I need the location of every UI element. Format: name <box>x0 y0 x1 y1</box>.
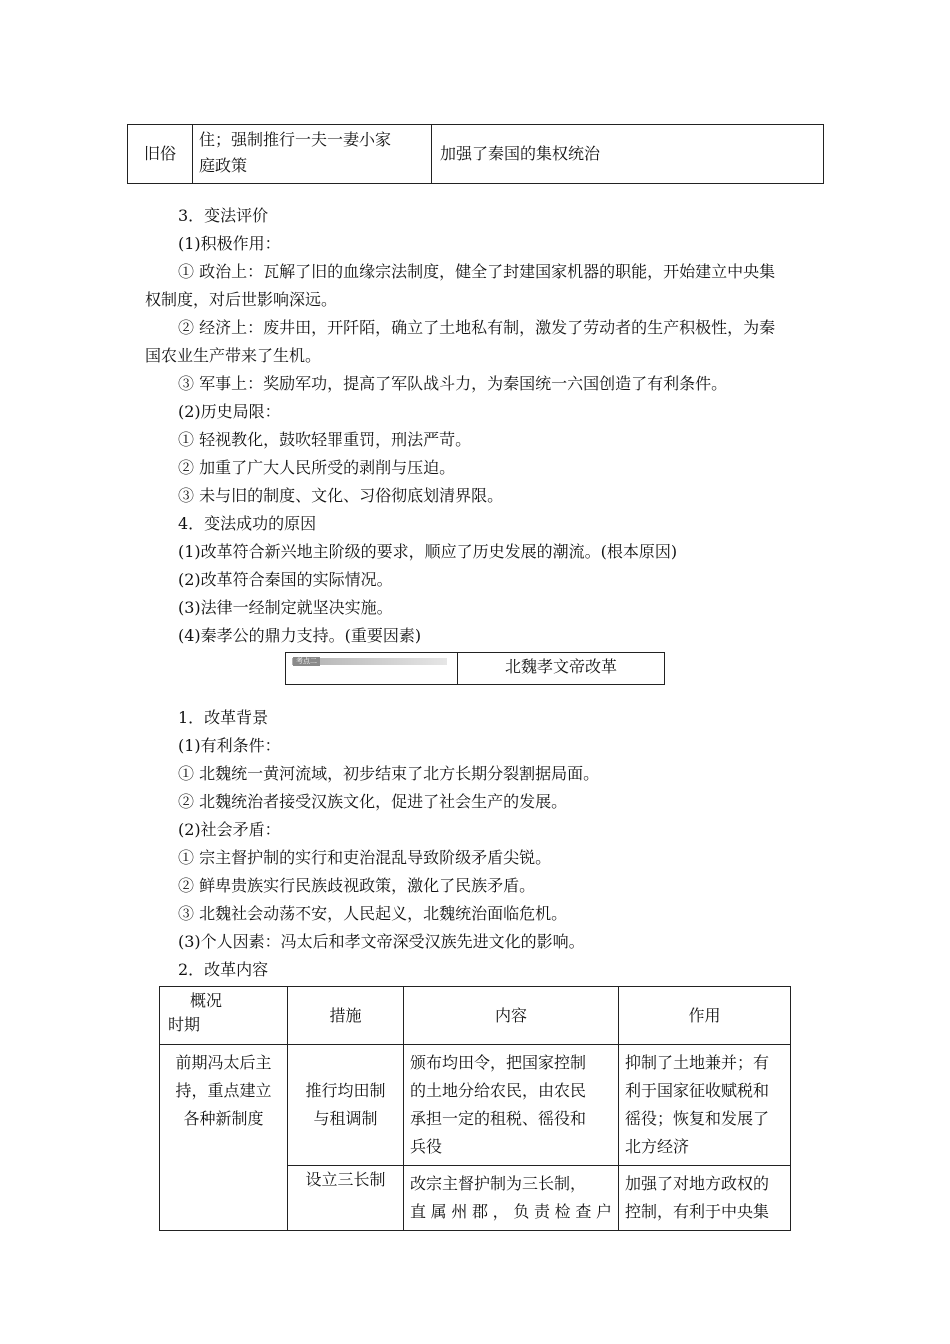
effect-cell <box>619 1166 791 1231</box>
content-line: 直属州郡，负责检查户 <box>410 1202 612 1221</box>
measure-line: 设立三长制 <box>305 1170 386 1189</box>
header-effect: 作用 <box>619 987 791 1045</box>
paragraph-line: 权制度，对后世影响深远。 <box>145 290 338 309</box>
period-line: 持，重点建立 <box>175 1081 272 1100</box>
measure-line: 庭政策 <box>199 156 248 175</box>
paragraph-line: ① 政治上：瓦解了旧的血缘宗法制度，健全了封建国家机器的职能，开始建立中央集 <box>178 262 776 281</box>
list-item: ② 鲜卑贵族实行民族歧视政策，激化了民族矛盾。 <box>178 876 536 895</box>
list-item: ② 北魏统治者接受汉族文化，促进了社会生产的发展。 <box>178 792 568 811</box>
measure-cell <box>193 125 432 184</box>
subheading: (2)历史局限： <box>178 402 281 421</box>
list-item: ② 加重了广大人民所受的剥削与压迫。 <box>178 458 456 477</box>
measure-cell <box>288 1045 404 1166</box>
list-item: (3)个人因素：冯太后和孝文帝深受汉族先进文化的影响。 <box>178 932 585 951</box>
table-row <box>160 1045 791 1166</box>
content-line: 承担一定的租税、徭役和 <box>410 1109 587 1128</box>
section-heading: 1．改革背景 <box>178 708 269 727</box>
effect-line: 北方经济 <box>625 1137 690 1156</box>
header-corner-cell <box>160 987 288 1045</box>
topic-tag-cell <box>286 653 458 685</box>
reform-table-continued <box>127 124 824 184</box>
content-cell <box>404 1166 619 1231</box>
paragraph-line: ③ 军事上：奖励军功，提高了军队战斗力，为秦国统一六国创造了有利条件。 <box>178 374 728 393</box>
header-corner-top: 概况 <box>190 991 223 1010</box>
effect-line: 控制，有利于中央集 <box>625 1202 770 1221</box>
header-content: 内容 <box>404 987 619 1045</box>
effect-line: 加强了对地方政权的 <box>625 1174 770 1193</box>
list-item: ③ 未与旧的制度、文化、习俗彻底划清界限。 <box>178 486 504 505</box>
period-cell <box>160 1045 288 1231</box>
period-line: 前期冯太后主 <box>175 1053 272 1072</box>
list-item: (2)改革符合秦国的实际情况。 <box>178 570 393 589</box>
list-item: (4)秦孝公的鼎力支持。(重要因素) <box>178 626 422 645</box>
effect-line: 徭役；恢复和发展了 <box>625 1109 770 1128</box>
table-row <box>128 125 824 184</box>
list-item: ① 轻视教化，鼓吹轻罪重罚，刑法严苛。 <box>178 430 472 449</box>
content-line: 颁布均田令，把国家控制 <box>410 1053 587 1072</box>
effect-cell <box>619 1045 791 1166</box>
topic-tag-badge: 考点二 <box>293 657 320 666</box>
header-measures: 措施 <box>288 987 404 1045</box>
reform-content-table <box>159 986 791 1231</box>
subheading: (2)社会矛盾： <box>178 820 281 839</box>
measure-line: 住；强制推行一夫一妻小家 <box>199 130 392 149</box>
header-corner-bottom: 时期 <box>168 1015 201 1034</box>
section-heading: 2．改革内容 <box>178 960 269 979</box>
content-cell <box>404 1045 619 1166</box>
effect-line: 利于国家征收赋税和 <box>625 1081 770 1100</box>
list-item: ① 北魏统一黄河流域，初步结束了北方长期分裂割据局面。 <box>178 764 600 783</box>
effect-cell: 加强了秦国的集权统治 <box>432 125 824 184</box>
effect-line: 抑制了土地兼并；有 <box>625 1053 770 1072</box>
subheading: (1)有利条件： <box>178 736 281 755</box>
list-item: (1)改革符合新兴地主阶级的要求，顺应了历史发展的潮流。(根本原因) <box>178 542 678 561</box>
section-heading: 4．变法成功的原因 <box>178 514 317 533</box>
topic-header-box <box>285 652 665 685</box>
content-line: 的土地分给农民，由农民 <box>410 1081 587 1100</box>
subheading: (1)积极作用： <box>178 234 281 253</box>
list-item: ③ 北魏社会动荡不安，人民起义，北魏统治面临危机。 <box>178 904 568 923</box>
topic-title: 北魏孝文帝改革 <box>458 653 665 685</box>
measure-line: 推行均田制 <box>305 1081 386 1100</box>
list-item: (3)法律一经制定就坚决实施。 <box>178 598 393 617</box>
row-label: 旧俗 <box>128 125 193 184</box>
measure-cell <box>288 1166 404 1231</box>
paragraph-line: ② 经济上：废井田，开阡陌，确立了土地私有制，激发了劳动者的生产积极性，为秦 <box>178 318 776 337</box>
table-header-row <box>160 987 791 1045</box>
content-line: 兵役 <box>410 1137 443 1156</box>
section-heading: 3．变法评价 <box>178 206 269 225</box>
content-line: 改宗主督护制为三长制， <box>410 1174 587 1193</box>
list-item: ① 宗主督护制的实行和吏治混乱导致阶级矛盾尖锐。 <box>178 848 552 867</box>
period-line: 各种新制度 <box>183 1109 264 1128</box>
measure-line: 与租调制 <box>313 1109 378 1128</box>
paragraph-line: 国农业生产带来了生机。 <box>145 346 322 365</box>
